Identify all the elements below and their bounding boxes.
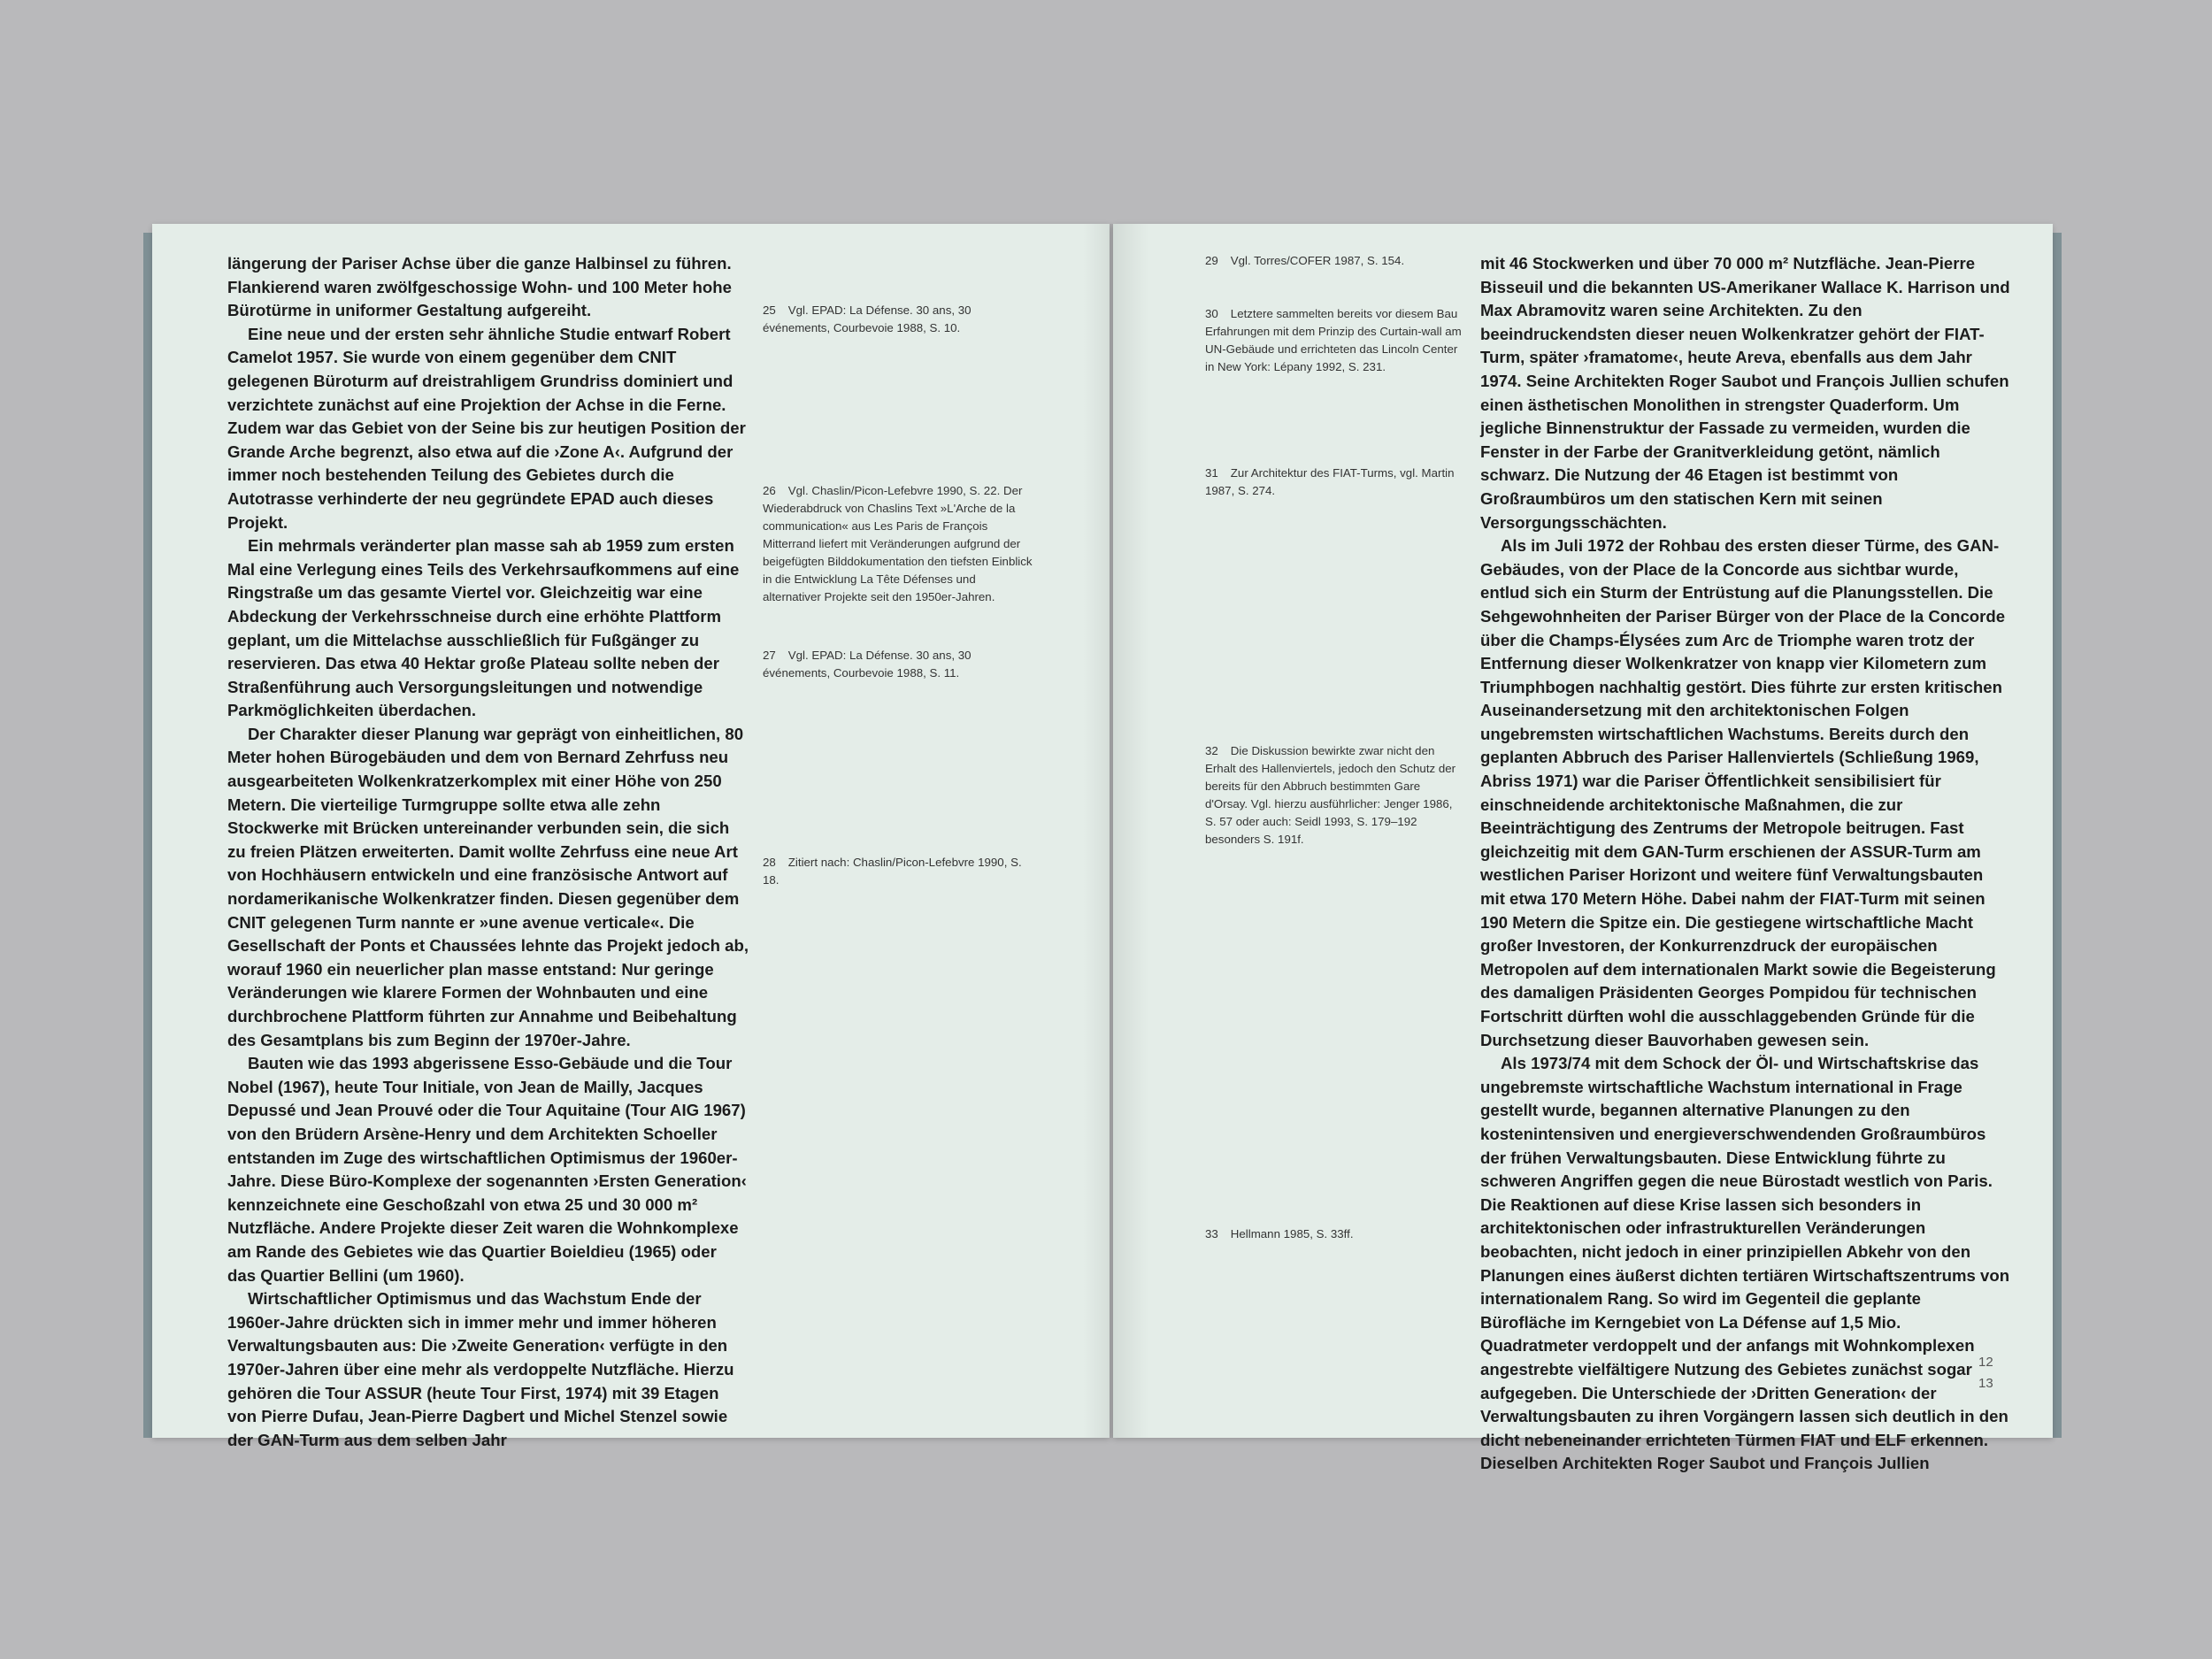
page-number-right: 13	[1978, 1376, 1993, 1391]
footnote-number: 31	[1205, 466, 1218, 480]
left-page-body	[227, 252, 749, 1452]
footnote-number: 28	[763, 856, 776, 869]
footnote-text: Die Diskussion bewirkte zwar nicht den Erhalt des Hallenviertels, jedoch den Schutz der bereits für den Abbruch bestimmten Gare d'Orsay. Vgl. hierzu ausführlicher: Jenger 1986, S. 57 oder auch: Seidl 1993, S. 179–192 besonders S. 191f.	[1205, 744, 1456, 846]
footnote-31	[1205, 465, 1462, 500]
footnote-32	[1205, 742, 1462, 849]
footnote-number: 29	[1205, 254, 1218, 267]
footnote-27	[763, 647, 1037, 682]
footnote-28	[763, 854, 1037, 889]
paragraph: Eine neue und der ersten sehr ähnliche Studie entwarf Robert Camelot 1957. Sie wurde von einem gegenüber dem CNIT gelegenen Büroturm auf dreistrahligem Grundriss dominiert und verzichtete zunächst auf eine Projektion der Achse in die Ferne. Zudem war das Gebiet von der Seine bis zur heutigen Position der Grande Arche begrenzt, also etwa auf die ›Zone A‹. Aufgrund der immer noch bestehenden Teilung des Gebietes durch die Autotrasse verhinderte der neu gegründete EPAD auch dieses Projekt.	[227, 324, 746, 532]
paragraph: Wirtschaftlicher Optimismus und das Wachstum Ende der 1960er-Jahre drückten sich in immer mehr und immer höheren Verwaltungsbauten aus: Die ›Zweite Generation‹ verfügte in den 1970er-Jahren über eine mehr als verdoppelte Nutzfläche. Hierzu gehören die Tour ASSUR (heute Tour First, 1974) mit 39 Etagen von Pierre Dufau, Jean-Pierre Dagbert und Michel Stenzel sowie der GAN-Turm aus dem selben Jahr	[227, 1289, 734, 1449]
left-page	[152, 224, 1110, 1449]
right-page-body	[1480, 252, 2011, 1476]
right-page	[1113, 224, 2053, 1473]
paragraph: Bauten wie das 1993 abgerissene Esso-Gebäude und die Tour Nobel (1967), heute Tour Initiale, von Jean de Mailly, Jacques Depussé und Jean Prouvé oder die Tour Aquitaine (Tour AIG 1967) von den Brüdern Arsène-Henry und dem Architekten Schoeller entstanden im Zuge des wirtschaftlichen Optimismus der 1960er-Jahre. Diese Büro-Komplexe der sogenannten ›Ersten Generation‹ kennzeichnete eine Geschoßzahl von etwa 25 und 30 000 m² Nutzfläche. Andere Projekte dieser Zeit waren die Wohnkomplexe am Rande des Gebietes wie das Quartier Boieldieu (1965) oder das Quartier Bellini (um 1960).	[227, 1054, 747, 1285]
footnote-number: 33	[1205, 1227, 1218, 1240]
footnote-26	[763, 482, 1037, 606]
paragraph: Der Charakter dieser Planung war geprägt von einheitlichen, 80 Meter hohen Bürogebäuden und dem von Bernard Zehrfuss neu ausgearbeiteten Wolkenkratzerkomplex mit einer Höhe von 250 Metern. Die vierteilige Turmgruppe sollte etwa alle zehn Stockwerke mit Brücken untereinander verbunden sein, die sich zu freien Plätzen erweiterten. Damit wollte Zehrfuss eine neue Art von Hochhäusern entwickeln und eine französische Antwort auf nordamerikanische Wolkenkratzer finden. Diesen gegenüber dem CNIT gelegenen Turm nannte er »une avenue verticale«. Die Gesellschaft der Ponts et Chaussées lehnte das Projekt jedoch ab, worauf 1960 ein neuerlicher plan masse entstand: Nur geringe Veränderungen wie klarere Formen der Wohnbauten und eine durchbrochene Plattform führten zur Annahme und Beibehaltung des Gesamtplans bis zum Beginn der 1970er-Jahre.	[227, 724, 749, 1049]
book-cover-edge-right	[2053, 233, 2062, 1438]
footnote-number: 30	[1205, 307, 1218, 320]
paragraph: Ein mehrmals veränderter plan masse sah ab 1959 zum ersten Mal eine Verlegung eines Teils des Verkehrsaufkommens auf eine Ringstraße um das gesamte Viertel vor. Gleichzeitig war eine Abdeckung der Verkehrsschneise durch eine erhöhte Plattform geplant, um die Mittelachse ausschließlich für Fußgänger zu reservieren. Das etwa 40 Hektar große Plateau sollte neben der Straßenführung auch Versorgungsleitungen und notwendige Parkmöglichkeiten überdachen.	[227, 536, 740, 720]
page-number-left: 12	[1978, 1355, 1993, 1370]
footnote-number: 25	[763, 303, 776, 317]
footnote-number: 27	[763, 649, 776, 662]
gutter-shadow-left	[1083, 224, 1113, 1438]
footnote-30	[1205, 305, 1462, 376]
footnote-33	[1205, 1225, 1462, 1243]
footnote-number: 26	[763, 484, 776, 497]
footnote-29	[1205, 252, 1462, 270]
footnote-text: Zitiert nach: Chaslin/Picon-Lefebvre 1990, S. 18.	[763, 856, 1022, 887]
footnote-text: Vgl. EPAD: La Défense. 30 ans, 30 événements, Courbevoie 1988, S. 10.	[763, 303, 972, 334]
footnote-text: Zur Architektur des FIAT-Turms, vgl. Martin 1987, S. 274.	[1205, 466, 1455, 497]
footnote-text: Vgl. EPAD: La Défense. 30 ans, 30 événements, Courbevoie 1988, S. 11.	[763, 649, 972, 680]
open-book	[152, 224, 2053, 1473]
paragraph: Als 1973/74 mit dem Schock der Öl- und Wirtschaftskrise das ungebremste wirtschaftliche Wachstum international in Frage gestellt wurde, begannen alternative Planungen zu den kostenintensiven und energieverschwendenden Großraumbüros der frühen Verwaltungsbauten. Diese Entwicklung führte zu schweren Angriffen gegen die neue Bürostadt westlich von Paris. Die Reaktionen auf diese Krise lassen sich besonders in architektonischen oder infrastrukturellen Veränderungen beobachten, nicht jedoch in einer prinzipiellen Abkehr von den Planungen eines äußerst dichten tertiären Wirtschaftszentrums von internationalem Rang. So wird im Gegenteil die geplante Bürofläche im Kerngebiet von La Défense auf 1,5 Mio. Quadratmeter verdoppelt und der anfangs mit Wohnkomplexen angestrebte vielfältigere Nutzung des Gebietes zunächst sogar aufgegeben. Die Unterschiede der ›Dritten Generation‹ der Verwaltungsbauten zu ihren Vorgängern lassen sich deutlich in den dicht nebeneinander errichteten Türmen FIAT und ELF erkennen. Dieselben Architekten Roger Saubot und François Jullien	[1480, 1054, 2010, 1473]
book-cover-edge-left	[143, 233, 152, 1438]
footnote-text: Hellmann 1985, S. 33ff.	[1230, 1227, 1354, 1240]
gutter-shadow-right	[1113, 224, 1148, 1438]
footnote-25	[763, 302, 1037, 337]
paragraph: längerung der Pariser Achse über die ganze Halbinsel zu führen. Flankierend waren zwölfgeschossige Wohn- und 100 Meter hohe Bürotürme in uniformer Gestaltung aufgereiht.	[227, 254, 732, 320]
paragraph: mit 46 Stockwerken und über 70 000 m² Nutzfläche. Jean-Pierre Bisseuil und die bekannten US-Amerikaner Wallace K. Harrison und Max Abramovitz waren seine Architekten. Zu den beeindruckendsten dieser neuen Wolkenkratzer gehört der FIAT-Turm, später ›framatome‹, heute Areva, ebenfalls aus dem Jahr 1974. Seine Architekten Roger Saubot und François Jullien schufen einen ästhetischen Monolithen in strengster Quaderform. Um jegliche Binnenstruktur der Fassade zu vermeiden, wurden die Fenster in der Farbe der Granitverkleidung getönt, nämlich schwarz. Die Nutzung der 46 Etagen ist bestimmt von Großraumbüros um den statischen Kern mit seinen Versorgungsschächten.	[1480, 254, 2010, 532]
paragraph: Als im Juli 1972 der Rohbau des ersten dieser Türme, des GAN-Gebäudes, von der Place de la Concorde aus sichtbar wurde, entlud sich ein Sturm der Entrüstung auf die Planungsstellen. Die Sehgewohnheiten der Pariser Bürger von der Place de la Concorde über die Champs-Élysées zum Arc de Triomphe waren trotz der Entfernung dieser Wolkenkratzer von knapp vier Kilometern zum Triumphbogen nachhaltig gestört. Dies führte zur ersten kritischen Auseinandersetzung mit den architektonischen Folgen ungebremsten wirtschaftlichen Wachstums. Bereits durch den geplanten Abbruch des Pariser Hallenviertels (Schließung 1969, Abriss 1971) war die Pariser Öffentlichkeit sensibilisiert für einschneidende architektonische Maßnahmen, die zur Beeinträchtigung des Zentrums der Metropole beitrugen. Fast gleichzeitig mit dem GAN-Turm erschienen der ASSUR-Turm am westlichen Pariser Horizont und weitere fünf Verwaltungsbauten mit etwa 170 Metern Höhe. Dabei nahm der FIAT-Turm mit seinen 190 Metern die Spitze ein. Die gestiegene wirtschaftliche Macht großer Investoren, der Konkurrenzdruck der europäischen Metropolen auf dem internationalen Markt sowie die Begeisterung des damaligen Präsidenten Georges Pompidou für technischen Fortschritt dürften wohl die ausschlaggebenden Gründe für die Durchsetzung dieser Bauvorhaben gewesen sein.	[1480, 536, 2006, 1049]
footnote-text: Vgl. Chaslin/Picon-Lefebvre 1990, S. 22. Der Wiederabdruck von Chaslins Text »L'Arche de la communication« aus Les Paris de François Mitterrand liefert mit Veränderungen aufgrund der beigefügten Bilddokumentation den tiefsten Einblick in die Entwicklung La Tête Défenses und alternativer Projekte seit den 1950er-Jahren.	[763, 484, 1033, 603]
footnote-text: Vgl. Torres/COFER 1987, S. 154.	[1230, 254, 1405, 267]
footnote-text: Letztere sammelten bereits vor diesem Bau Erfahrungen mit dem Prinzip des Curtain-wall am UN-Gebäude und errichteten das Lincoln Center in New York: Lépany 1992, S. 231.	[1205, 307, 1462, 373]
footnote-number: 32	[1205, 744, 1218, 757]
